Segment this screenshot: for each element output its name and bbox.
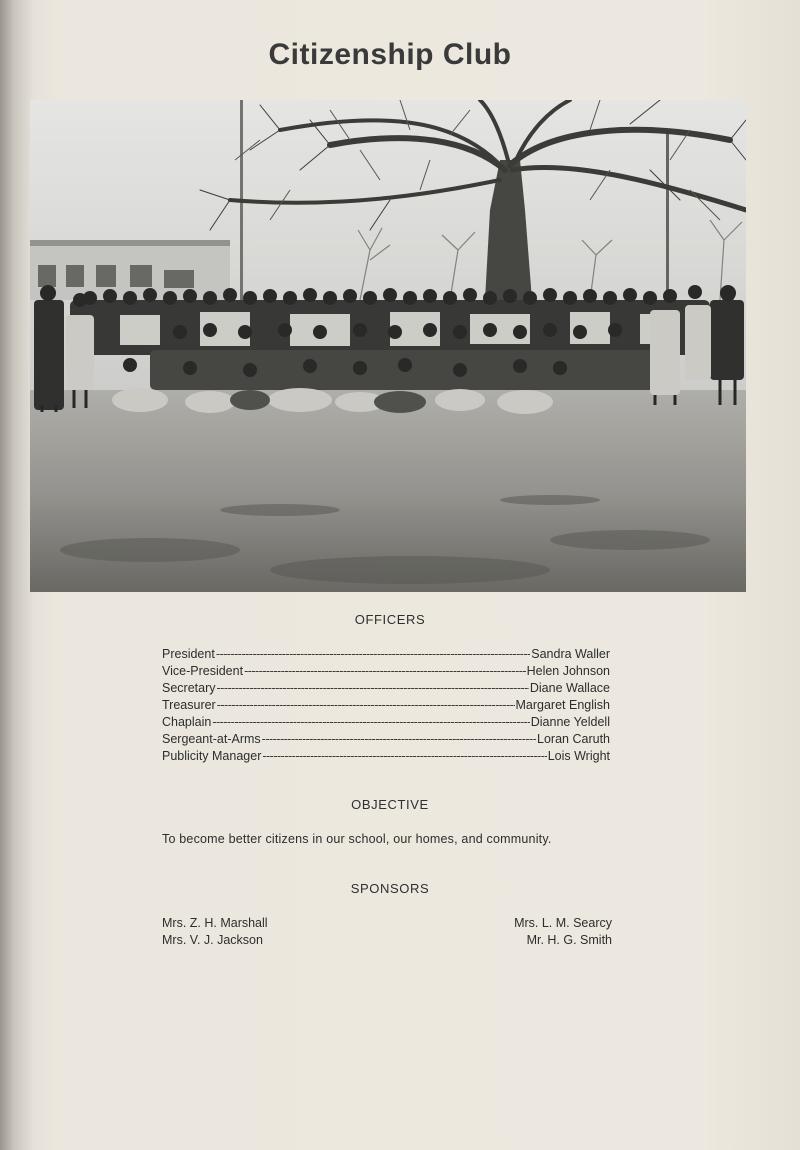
officer-name: Margaret English xyxy=(515,698,610,712)
officer-role: Secretary xyxy=(162,681,216,695)
officer-row xyxy=(162,680,610,697)
officer-role: Treasurer xyxy=(162,698,216,712)
leader-dots xyxy=(216,646,530,663)
officer-name: Sandra Waller xyxy=(531,647,610,661)
leader-dots xyxy=(217,697,515,714)
sponsor-name: Mrs. Z. H. Marshall xyxy=(162,916,268,930)
leader-dots xyxy=(262,731,536,748)
officer-name: Helen Johnson xyxy=(526,664,610,678)
sponsors-heading: SPONSORS xyxy=(350,881,430,896)
officers-list xyxy=(162,646,610,765)
objective-heading: OBJECTIVE xyxy=(351,797,429,812)
officer-role: Publicity Manager xyxy=(162,749,262,763)
officer-row xyxy=(162,714,610,731)
sponsor-name: Mrs. L. M. Searcy xyxy=(514,916,612,930)
officer-role: Vice-President xyxy=(162,664,244,678)
officer-name: Diane Wallace xyxy=(529,681,610,695)
group-photo-image xyxy=(30,100,746,592)
objective-text: To become better citizens in our school, our homes, and community. xyxy=(162,832,552,846)
leader-dots xyxy=(262,748,546,765)
sponsor-name: Mr. H. G. Smith xyxy=(526,933,612,947)
sponsors-right-column xyxy=(440,915,612,949)
group-photo xyxy=(30,100,746,592)
officers-heading: OFFICERS xyxy=(354,612,426,627)
leader-dots xyxy=(244,663,526,680)
sponsors-left-column xyxy=(162,915,268,949)
sponsor-name: Mrs. V. J. Jackson xyxy=(162,933,263,947)
leader-dots xyxy=(217,680,529,697)
officer-row xyxy=(162,663,610,680)
page-title: Citizenship Club xyxy=(268,38,512,71)
officer-row xyxy=(162,646,610,663)
officer-row xyxy=(162,697,610,714)
officer-name: Lois Wright xyxy=(547,749,610,763)
officer-row xyxy=(162,731,610,748)
officer-role: Sergeant-at-Arms xyxy=(162,732,261,746)
officer-role: President xyxy=(162,647,215,661)
officer-name: Dianne Yeldell xyxy=(530,715,610,729)
leader-dots xyxy=(212,714,529,731)
officer-name: Loran Caruth xyxy=(537,732,610,746)
officer-role: Chaplain xyxy=(162,715,212,729)
officer-row xyxy=(162,748,610,765)
